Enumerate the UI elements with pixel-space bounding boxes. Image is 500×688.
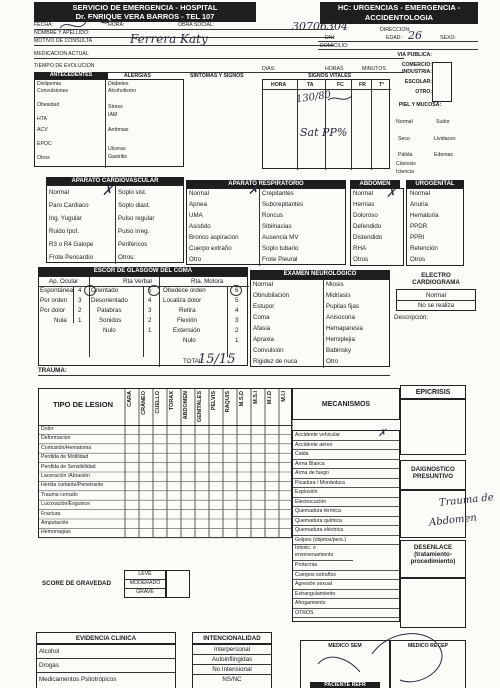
cardio-item: Normal	[49, 189, 69, 196]
vitals-scribble	[328, 96, 352, 100]
lesion-item: Trauma cerrado	[41, 491, 78, 498]
region-head: RAQUIS	[225, 391, 231, 413]
diagnostico-hand-1: Trauma de	[438, 492, 495, 509]
via-publica-label: VIA PUBLICA:	[397, 52, 432, 58]
mecanismo-mark: ✗	[378, 428, 387, 439]
cardio-title: APARATO CARDIOVASCULAR	[46, 177, 184, 185]
evidencia-item: Alcohol	[37, 645, 175, 659]
abdomen-item: Distendido	[353, 234, 383, 241]
region-head: M.S.I	[253, 391, 259, 404]
motora-score: 5	[235, 297, 239, 304]
motivo-label: MOTIVO DE CONSULTA	[34, 38, 93, 44]
cardio-mark: ✗	[102, 184, 113, 199]
cardio-item: Ruido Ipof.	[49, 228, 79, 235]
verbal-score: 1	[148, 327, 152, 334]
resp-mark: ✗	[248, 183, 259, 198]
region-head: M.S.D	[239, 391, 245, 407]
domicilio-label: DOMICILIO:	[320, 43, 349, 49]
motora-score: 2	[235, 327, 239, 334]
urogenital-item: Retención	[410, 245, 438, 252]
neuro-item: Convulsión	[253, 347, 284, 354]
ocular-label: Por dolor	[40, 307, 66, 314]
lesion-item: Lucoxación/Esguince	[41, 501, 91, 508]
diagnostico-hand-2: Abdomen	[428, 512, 478, 529]
intencionalidad-item: Interpersonal	[193, 645, 271, 655]
alergias-title: ALERGIAS	[124, 73, 151, 79]
neuro-item: Rigidez de nuca	[253, 358, 298, 365]
resp-item: Asistido	[189, 223, 211, 230]
piel-item: Pálida	[398, 152, 413, 158]
evidencia-item: Drogas	[37, 659, 175, 673]
region-head: PELVIS	[211, 391, 217, 411]
region-head: ABDOMEN	[183, 391, 189, 420]
abdomen-item: Normal	[353, 190, 373, 197]
mecanismo-item: Protecnia	[293, 561, 399, 571]
resp-item: Roncus	[262, 212, 283, 219]
evidencia-title: EVIDENCIA CLINICA	[75, 635, 137, 642]
nombre-label: NOMBRE Y APELLIDO:	[34, 30, 90, 36]
antecedente-item: Diabetes	[108, 81, 129, 87]
mecanismo-item: Accidente vehicular	[293, 431, 399, 441]
abdomen-mark: ✗	[386, 186, 397, 200]
vitals-col-fc: FC	[337, 82, 344, 88]
hora-label: HORA:	[108, 22, 125, 28]
vitals-title: SIGNOS VITALES	[308, 73, 352, 79]
piel-item: Cianosis	[396, 161, 416, 167]
neuro-item: Apraxia	[253, 336, 274, 343]
mecanismo-item: Estrangulamiento	[293, 590, 399, 600]
abdomen-item: Hernias	[353, 201, 375, 208]
mecanismo-item: Quemadura eléctrica	[293, 526, 399, 536]
verbal-score: 5	[148, 287, 152, 294]
mecanismo-item: Quemadura química	[293, 517, 399, 527]
desenlace-title-1: DESENLACE	[413, 544, 453, 551]
header-right-line-2: ACCIDENTOLOGIA	[364, 13, 434, 22]
motora-label: Retira	[179, 307, 196, 314]
urogenital-item: Otros	[410, 256, 426, 263]
neuro-item: Midriasis	[326, 292, 351, 299]
abdomen-item: RHA	[353, 245, 367, 252]
intencionalidad-title: INTENCIONALIDAD	[203, 635, 261, 642]
cardio-item: Soplo sist.	[118, 189, 147, 196]
mecanismo-item: Arma de fuego	[293, 469, 399, 479]
cardio-item: Ing. Yugular	[49, 215, 82, 222]
antecedente-item: Stress	[108, 104, 123, 110]
region-head: GENITALES	[197, 391, 203, 423]
antecedente-item: HTA	[37, 116, 47, 122]
verbal-score: 4	[148, 297, 152, 304]
resp-item: Apnea	[189, 201, 207, 208]
lesion-item: Hemorragias	[41, 529, 71, 536]
glasgow-ocular-title: Ap. Ocular	[49, 278, 79, 285]
nombre-value: Ferrera Katy	[130, 32, 208, 46]
piel-item: Edemas	[434, 152, 454, 158]
glasgow-verbal-title: Rta Verbal	[123, 278, 152, 285]
neuro-item: Normal	[253, 281, 273, 288]
antecedentes-title: ANTECEDENTES	[34, 72, 108, 79]
vitals-handwritten-1: 130/80	[295, 89, 332, 106]
comercio-label: COMERCIO:	[401, 62, 432, 68]
piel-item: Normal	[396, 119, 413, 125]
neuro-item: Coma	[253, 314, 270, 321]
motora-label: Localiza dolor	[163, 297, 202, 304]
industria-label: INDUSTRIA:	[402, 69, 432, 75]
mecanismo-item: Quemadura térmica	[293, 507, 399, 517]
piel-item: Seco	[398, 136, 410, 142]
verbal-label: Desorientado	[91, 297, 128, 304]
resp-item: Soplo tubario	[262, 245, 299, 252]
gravedad-title: SCORE DE GRAVEDAD	[42, 580, 111, 587]
antecedente-item: Dislipemia	[37, 81, 61, 87]
horas-label: HORAS	[325, 66, 344, 72]
ocular-label: Por orden	[40, 297, 68, 304]
dias-label: DIAS:	[262, 66, 276, 72]
motora-label: Extensión	[173, 327, 201, 334]
urogenital-item: PPRI	[410, 234, 425, 241]
antecedente-item: ACV	[37, 127, 48, 133]
cardio-item: R3 o R4 Galope	[49, 241, 94, 248]
abdomen-item: Otros	[353, 256, 369, 263]
lesion-item: Amputación	[41, 519, 69, 526]
urogenital-item: Normal	[410, 190, 430, 197]
region-head: CARA	[127, 391, 133, 407]
resp-item: Subcrepitantes	[262, 201, 304, 208]
mecanismo-item: Electrocución	[293, 498, 399, 508]
mecanismos-title: MECANISMOS	[321, 401, 371, 408]
vitals-col-hora: HORA	[271, 82, 287, 88]
motora-score: 1	[235, 337, 239, 344]
ecg-descripcion: Descripción:	[394, 314, 429, 321]
urogenital-item: Hematuria	[410, 212, 439, 219]
region-head: M.I.I	[281, 391, 287, 402]
antecedente-item: Ulceras	[108, 146, 126, 152]
intencionalidad-item: NS/NC	[222, 676, 242, 683]
cardio-item: Soplo diast.	[118, 202, 151, 209]
mecanismo-item: Caida	[293, 450, 399, 460]
motora-score: 3	[235, 317, 239, 324]
resp-item: Frote Pleural	[262, 256, 298, 263]
glasgow-motora-title: Rta. Motora	[191, 278, 224, 285]
neuro-item: Babinsky	[326, 347, 352, 354]
direccion-label: DIRECCION:	[380, 27, 411, 33]
lesion-item: Perdida de Motilidad	[41, 454, 89, 461]
mecanismo-item: OTROS	[293, 609, 399, 619]
signature-stroke	[372, 634, 442, 682]
abdomen-item: Doloroso	[353, 212, 378, 219]
resp-item: Cuerpo extraño	[189, 245, 232, 252]
service-title: SERVICIO DE EMERGENCIA - HOSPITAL	[72, 3, 218, 12]
glasgow-title: ESCOR DE GLASGOW DEL COMA	[38, 267, 248, 276]
neuro-item: Obnubilación	[253, 292, 290, 299]
resp-title: APARATO RESPIRATORIO	[186, 180, 346, 188]
antecedente-item: Arritmias	[108, 127, 129, 133]
antecedente-item: IAM	[108, 112, 118, 118]
fecha-label: FECHA:	[34, 22, 54, 28]
diagnostico-title-1: DAIGNOSTICO	[411, 466, 455, 473]
lesion-item: Fractura	[41, 510, 61, 517]
neuro-item: Estupor	[253, 303, 275, 310]
edad-value: 26	[408, 29, 422, 42]
vitals-col-t: T°	[379, 82, 385, 88]
abdomen-item: Defendido	[353, 223, 382, 230]
neuro-item: Otro	[326, 358, 339, 365]
header-right-line-1: HC: URGENCIAS - EMERGENCIA -	[337, 3, 461, 12]
glasgow-total-value: 15/15	[198, 352, 236, 367]
trauma-label: TRAUMA:	[38, 367, 67, 374]
neuro-item: Hemaparesia	[326, 325, 363, 332]
motora-label: Flexión	[177, 317, 197, 324]
diagnostico-title-2: PRESUNTIVO	[412, 473, 454, 480]
cardio-item: Paro Cardiaco	[49, 202, 89, 209]
epicrisis-title: EPICRISIS	[415, 389, 451, 396]
resp-item: Sibilnacias	[262, 223, 292, 230]
lesion-item: Dolor	[41, 426, 54, 432]
minutos-label: MINUTOS	[362, 66, 386, 72]
resp-item: Bronco aspiracion	[189, 234, 239, 241]
piel-item: Lividaces	[434, 136, 456, 142]
urogenital-item: PPDR	[410, 223, 428, 230]
medico-sem-label: MEDICO SEM	[328, 643, 362, 649]
obra-social-value: 30706304	[292, 20, 348, 33]
desenlace-title-2: (tratamiento-	[414, 551, 452, 558]
verbal-label: Sonidos	[99, 317, 122, 324]
gravedad-level: MODERADO	[125, 580, 165, 589]
medico-recep-label: MEDICO RECEP	[407, 643, 449, 649]
neuro-item: Miosis	[326, 281, 344, 288]
lesion-item: Herida cortante/Penetrante	[41, 482, 104, 489]
resp-item: Crepitantes	[262, 190, 294, 197]
piel-item: Ictericia	[396, 169, 414, 175]
antecedente-item: EPOC	[37, 141, 52, 147]
ecg-title-1: ELECTRO	[421, 272, 451, 279]
antecedente-item: Obesidad	[37, 102, 60, 108]
resp-item: Normal	[189, 190, 209, 197]
desenlace-title-3: procedimiento)	[410, 558, 456, 565]
mecanismo-item: Accidente aéreo	[293, 441, 399, 451]
lesion-item: Contusión/Hematoma	[41, 444, 92, 451]
obra-social-label: OBRA SOCIAL:	[178, 22, 215, 28]
ocular-label: Nula	[54, 317, 67, 324]
neuro-item: Hemiplejia	[326, 336, 355, 343]
gravedad-level: LEVE	[125, 571, 165, 580]
intencionalidad-item: Autoinflingidas	[193, 655, 271, 665]
paciente-label: PACIENTE REFR	[310, 682, 380, 688]
vitals-col-ta: TA	[307, 82, 314, 88]
motora-score: 6	[235, 287, 239, 294]
antecedente-item: Gastritis	[108, 154, 128, 160]
piel-title: PIEL Y MUCOSA:	[398, 102, 442, 108]
lesion-item: Laceración /Abrasión	[41, 472, 90, 479]
gravedad-level: GRAVE	[136, 589, 154, 595]
motora-score: 4	[235, 307, 239, 314]
verbal-label: Palabras	[97, 307, 122, 314]
ecg-item: No se realiza	[417, 302, 455, 309]
edad-label: EDAD:	[386, 35, 402, 41]
region-head: TORAX	[169, 391, 175, 411]
signature-stroke	[318, 657, 360, 672]
mecanismo-item: Intoxic. o envenenamiento	[293, 545, 353, 561]
region-head: M.I.D	[267, 391, 273, 405]
fecha-scribble	[60, 18, 112, 28]
glasgow-total-label: TOTAL:	[183, 358, 205, 365]
mecanismo-item: Agresión sexual	[293, 580, 399, 590]
abdomen-title: ABDOMEN	[350, 180, 400, 188]
mecanismo-item: Cuerpos extraños	[293, 571, 399, 581]
cardio-item: Pulso regular	[118, 215, 155, 222]
resp-item: Ausencia MV	[262, 234, 299, 241]
antecedente-item: Convulsiones	[37, 88, 69, 94]
resp-item: Otro	[189, 256, 202, 263]
mecanismo-item: Explosión	[293, 488, 399, 498]
vitals-col-fr: FR	[359, 82, 366, 88]
neuro-item: Afasia	[253, 325, 271, 332]
urogenital-title: UROGENITAL	[406, 180, 464, 188]
cardio-item: Otros:	[118, 254, 135, 261]
motora-label: Obedece orden	[163, 287, 206, 294]
region-head: CRÁNEO	[141, 391, 147, 415]
mecanismo-item: Arma Blanca	[293, 460, 399, 470]
sintomas-title: SINTOMAS Y SIGNOS	[190, 73, 244, 79]
ocular-score: 2	[78, 307, 82, 314]
mecanismo-item: Picadura / Mordedura	[293, 479, 399, 489]
dni-label: DNI:	[325, 35, 336, 41]
lesion-item: Deformacion	[41, 435, 71, 442]
antecedente-item: Alcoholismo	[108, 88, 136, 94]
ocular-score: 1	[78, 317, 82, 324]
ocular-score: 3	[78, 297, 82, 304]
tiempo-label: TIEMPO DE EVOLUCION	[34, 63, 95, 69]
resp-item: UMA	[189, 212, 203, 219]
medicacion-label: MEDICACION ACTUAL	[34, 51, 89, 57]
ocular-label: Espontánea	[40, 287, 74, 294]
neuro-item: Pupilas fijas	[326, 303, 360, 310]
neuro-item: Anisocoria	[326, 314, 355, 321]
tipo-lesion-title: TIPO DE LESION	[53, 400, 114, 409]
vitals-handwritten-2: Sat PP%	[300, 126, 348, 139]
cardio-item: Periféricos	[118, 241, 148, 248]
doctor-name: Dr. ENRIQUE VERA BARROS - TEL 107	[75, 12, 215, 21]
mecanismo-item: Golpes (objetos/pers.)	[293, 536, 399, 546]
piel-item: Sudor	[436, 119, 450, 125]
motora-label: Nulo	[183, 337, 196, 344]
neuro-title: EXAMEN NEUROLOGICO	[250, 270, 390, 279]
lesion-item: Perdida de Sensibilidad	[41, 463, 96, 470]
verbal-label: Orientado	[91, 287, 119, 294]
mecanismo-item: Ahogamiento	[293, 599, 399, 609]
antecedente-item: Otros	[37, 155, 50, 161]
region-head: CUELLO	[155, 391, 161, 414]
verbal-score: 2	[148, 317, 152, 324]
ecg-item: Normal	[397, 290, 475, 301]
verbal-score: 3	[148, 307, 152, 314]
cardio-item: Frote Pericardio	[49, 254, 94, 261]
evidencia-item: Medicamentos Psitotrópicos	[39, 676, 117, 683]
intencionalidad-item: No Intensional	[193, 665, 271, 675]
otro-label: OTRO:	[415, 89, 432, 95]
verbal-label: Nulo	[103, 327, 116, 334]
sexo-label: SEXO:	[440, 35, 456, 41]
escolar-label: ESCOLAR:	[404, 79, 432, 85]
cardio-item: Pulso irreg.	[118, 228, 150, 235]
ecg-title-2: CARDIOGRAMA	[412, 279, 460, 286]
urogenital-item: Anuria	[410, 201, 428, 208]
ocular-score: 4	[78, 287, 82, 294]
